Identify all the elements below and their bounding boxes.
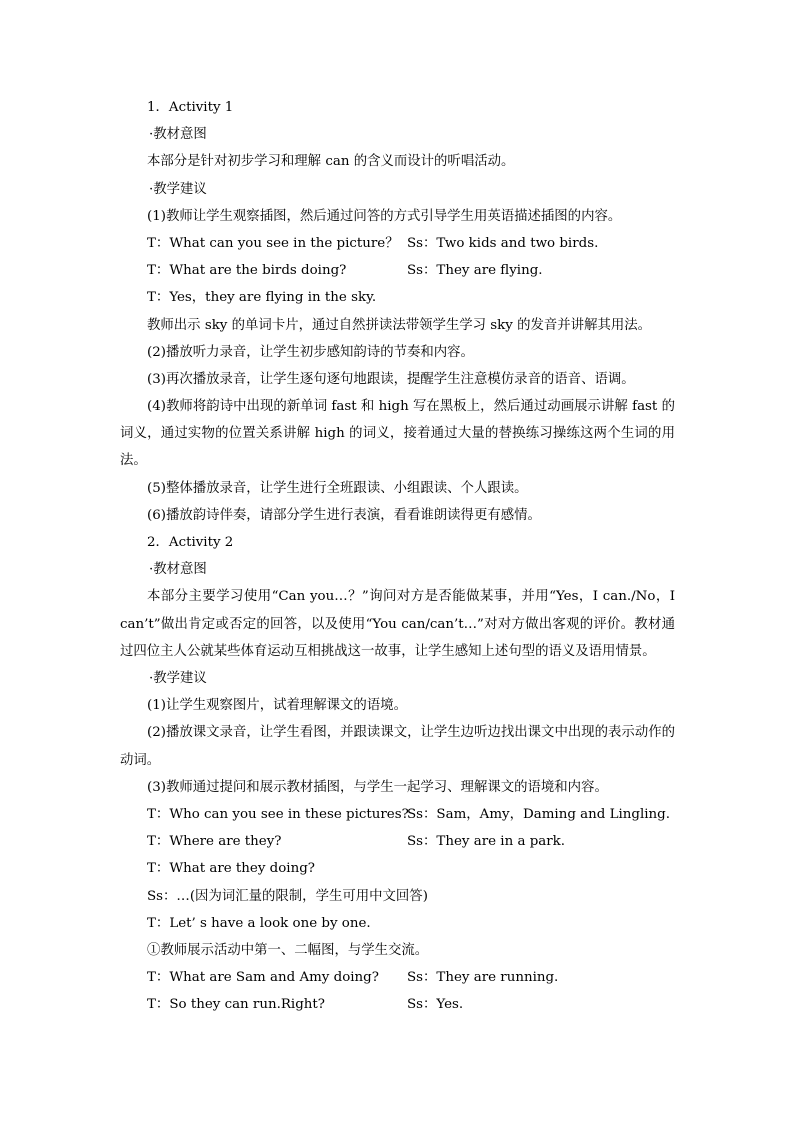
students-line: Ss：Yes. [407, 997, 464, 1013]
dialog-line [120, 230, 675, 257]
dialog-line [120, 991, 675, 1018]
text-line: 1．Activity 1 [147, 100, 234, 115]
teacher-line: T：Where are they? [147, 834, 282, 850]
dialog-line [120, 801, 675, 828]
document-body [120, 94, 675, 1019]
text-line: ①教师展示活动中第一、二幅图，与学生交流。 [147, 942, 429, 958]
paragraph: (4)教师将韵诗中出现的新单词 fast 和 high 写在黑板上，然后通过动画展示讲解 fast 的词义，通过实物的位置关系讲解 high 的词义，接着通过大量的替换练习操练这两个生词的用法。 [120, 399, 675, 469]
text-line: (5)整体播放录音，让学生进行全班跟读、小组跟读、个人跟读。 [147, 480, 528, 496]
text-line: T：Let’ s have a look one by one. [147, 915, 371, 931]
text-line: (1)让学生观察图片，试着理解课文的语境。 [147, 698, 407, 714]
text-line: (2)播放听力录音，让学生初步感知韵诗的节奏和内容。 [147, 344, 474, 360]
teacher-line: T：Who can you see in these pictures? [147, 807, 409, 822]
dialog-line [120, 828, 675, 855]
text-line: (1)教师让学生观察插图，然后通过问答的方式引导学生用英语描述插图的内容。 [147, 208, 622, 224]
text-line: 本部分是针对初步学习和理解 can 的含义而设计的听唱活动。 [147, 154, 515, 170]
students-line: Ss：Two kids and two birds. [407, 235, 599, 251]
dialog-line [120, 257, 675, 284]
students-line: Ss：They are running. [407, 970, 559, 986]
text-line: 2．Activity 2 [147, 535, 234, 551]
text-line: (6)播放韵诗伴奏，请部分学生进行表演，看看谁朗读得更有感情。 [147, 507, 541, 523]
students-line: Ss：Sam，Amy，Daming and Lingling. [407, 807, 670, 822]
students-line: Ss：They are flying. [407, 263, 543, 279]
text-line: T：Yes，they are flying in the sky. [147, 290, 377, 306]
text-line: (3)再次播放录音，让学生逐句逐句地跟读，提醒学生注意模仿录音的语音、语调。 [147, 371, 635, 387]
text-line: 教师出示 sky 的单词卡片，通过自然拼读法带领学生学习 sky 的发音并讲解其用法。 [147, 317, 652, 333]
students-line: Ss：They are in a park. [407, 834, 566, 850]
paragraph: (2)播放课文录音，让学生看图，并跟读课文，让学生边听边找出课文中出现的表示动作的动词。 [120, 725, 675, 768]
teacher-line: T：What are Sam and Amy doing? [147, 970, 379, 986]
teacher-line: T：So they can run.Right? [147, 997, 325, 1013]
teacher-line: T：What can you see in the picture？ [147, 235, 399, 251]
text-line: Ss：…(因为词汇量的限制，学生可用中文回答) [147, 888, 428, 904]
dialog-line [120, 964, 675, 991]
text-line: T：What are they doing? [147, 861, 315, 877]
text-line: (3)教师通过提问和展示教材插图，与学生一起学习、理解课文的语境和内容。 [147, 779, 608, 795]
text-line: ·教材意图 [149, 562, 207, 578]
paragraph: 本部分主要学习使用“Can you…？”询问对方是否能做某事，并用“Yes，I can./No，I can’t”做出肯定或否定的回答，以及使用“You can/can’t…”对对方做出客观的评价。教材通过四位主人公就某些体育运动互相挑战这一故事，让学生感知上述句型的语义及语用情景。 [120, 589, 675, 659]
text-line: ·教材意图 [149, 127, 207, 143]
text-line: ·教学建议 [149, 671, 207, 687]
teacher-line: T：What are the birds doing? [147, 263, 347, 279]
text-line: ·教学建议 [149, 181, 207, 197]
